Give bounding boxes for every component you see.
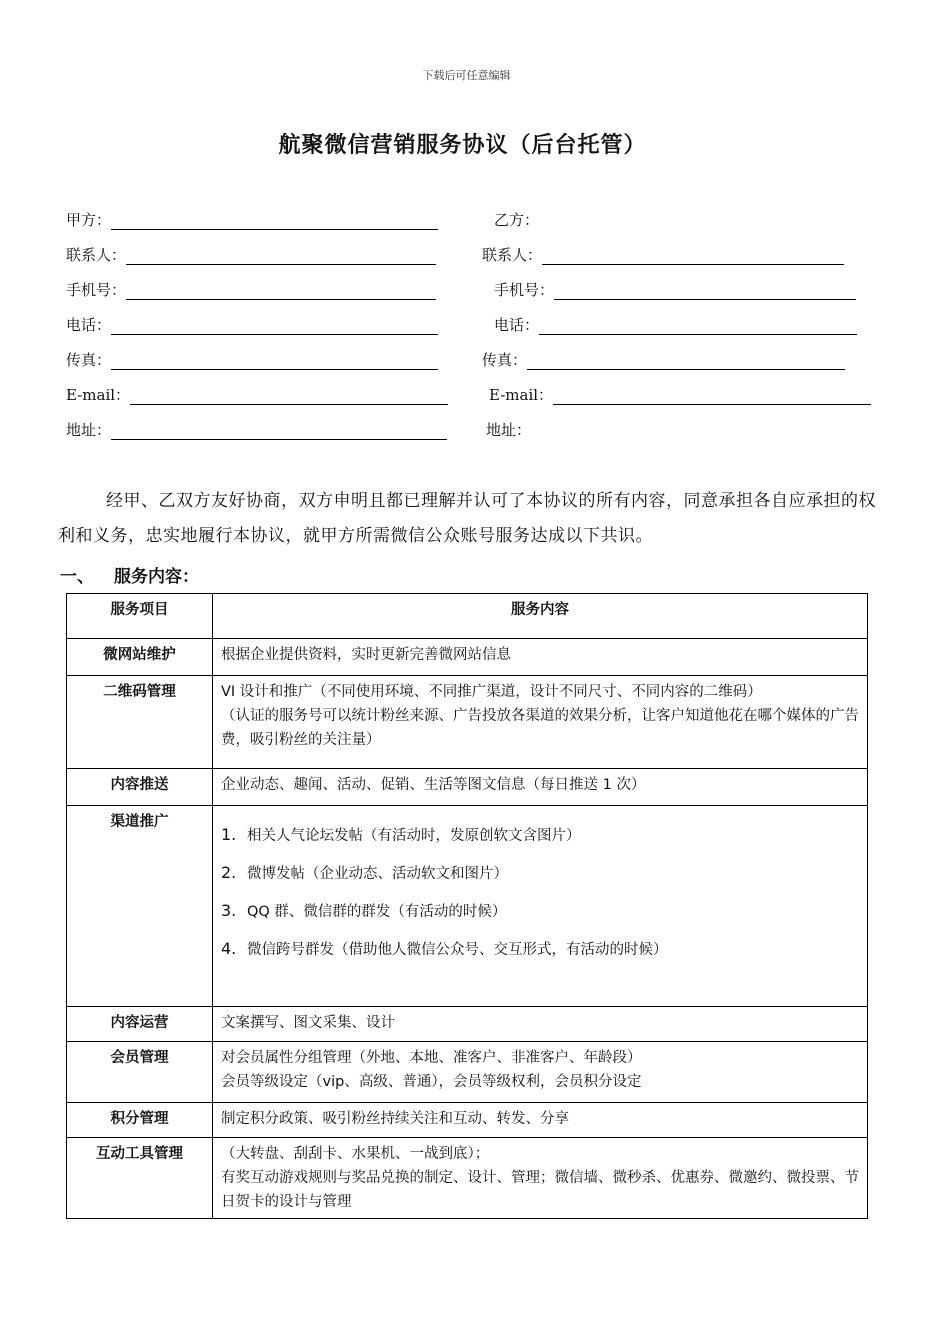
party-b-email-input-line[interactable]: [553, 386, 871, 405]
service-table: [66, 593, 868, 1219]
list-item: [221, 861, 859, 886]
party-a-mobile-field: [66, 280, 436, 300]
party-a-contact-input-line[interactable]: [126, 246, 436, 265]
party-a-input-line[interactable]: [111, 211, 438, 230]
party-b-phone-field: [494, 315, 857, 335]
table-row: [67, 639, 868, 676]
content-line: （认证的服务号可以统计粉丝来源、广告投放各渠道的效果分析，让客户知道他花在哪个媒体的广告费，吸引粉丝的关注量）: [221, 708, 859, 748]
service-item: 互动工具管理: [67, 1138, 213, 1219]
list-text: QQ 群、微信群的群发（有活动的时候）: [247, 904, 507, 920]
party-a-contact-field: [66, 245, 436, 265]
list-text: 相关人气论坛发帖（有活动时，发原创软文含图片）: [247, 828, 581, 844]
content-line: 对会员属性分组管理（外地、本地、准客户、非准客户、年龄段）: [221, 1050, 642, 1066]
table-row: [67, 676, 868, 769]
party-b-fax-input-line[interactable]: [527, 351, 845, 370]
content-line: 根据企业提供资料，实时更新完善微网站信息: [221, 647, 511, 663]
party-b-field: [494, 210, 539, 230]
table-row: [67, 1007, 868, 1042]
field-label: 甲方：: [66, 211, 112, 229]
service-item: 微网站维护: [67, 639, 213, 676]
table-row: [67, 769, 868, 806]
party-a-address-input-line[interactable]: [111, 421, 447, 440]
list-number: 4.: [221, 939, 237, 958]
service-content: [213, 639, 868, 676]
service-content: [213, 1138, 868, 1219]
section-heading: [60, 562, 199, 587]
party-a-phone-input-line[interactable]: [111, 316, 438, 335]
service-content: [213, 1042, 868, 1103]
section-title: 服务内容：: [114, 567, 199, 587]
content-line: 文案撰写、图文采集、设计: [221, 1015, 395, 1031]
table-row: [67, 1042, 868, 1103]
content-line: 企业动态、趣闻、活动、促销、生活等图文信息（每日推送 1 次）: [221, 777, 646, 793]
table-row: [67, 806, 868, 1007]
field-label: 手机号：: [66, 281, 127, 299]
field-label: 传真：: [66, 351, 112, 369]
service-item: 渠道推广: [67, 806, 213, 1007]
service-item: 内容推送: [67, 769, 213, 806]
list-text: 微博发帖（企业动态、活动软文和图片）: [247, 866, 508, 882]
column-header: 服务项目: [67, 594, 213, 639]
content-line: （大转盘、刮刮卡、水果机、一战到底）；: [221, 1146, 490, 1162]
content-line: VI 设计和推广（不同使用环境、不同推广渠道，设计不同尺寸、不同内容的二维码）: [221, 684, 762, 700]
header-note: 下载后可任意编辑: [422, 69, 511, 82]
field-label: 电话：: [494, 316, 540, 334]
party-b-mobile-input-line[interactable]: [554, 281, 856, 300]
party-a-field: [66, 210, 438, 230]
service-item: 会员管理: [67, 1042, 213, 1103]
list-number: 1.: [221, 825, 237, 844]
service-content: [213, 1103, 868, 1138]
field-label: 地址：: [486, 421, 532, 439]
party-a-address-field: [66, 420, 447, 440]
party-a-fax-field: [66, 350, 438, 370]
field-label: E-mail：: [66, 386, 131, 404]
intro-paragraph: 经甲、乙双方友好协商，双方申明且都已理解并认可了本协议的所有内容，同意承担各自应承担的权利和义务，忠实地履行本协议，就甲方所需微信公众账号服务达成以下共识。: [58, 491, 876, 546]
party-b-mobile-field: [494, 280, 856, 300]
table-row: [67, 1138, 868, 1219]
content-line: 有奖互动游戏规则与奖品兑换的制定、设计、管理；微信墙、微秒杀、优惠券、微邀约、微投票、节日贺卡的设计与管理: [221, 1170, 859, 1210]
service-content: [213, 806, 868, 1007]
field-label: 传真：: [482, 351, 528, 369]
service-content: [213, 769, 868, 806]
service-item: 积分管理: [67, 1103, 213, 1138]
field-label: 地址：: [66, 421, 112, 439]
field-label: 乙方：: [494, 211, 540, 229]
party-b-fax-field: [482, 350, 845, 370]
service-content: [213, 676, 868, 769]
party-a-phone-field: [66, 315, 438, 335]
content-line: 会员等级设定（vip、高级、普通），会员等级权利，会员积分设定: [221, 1074, 642, 1090]
party-b-phone-input-line[interactable]: [539, 316, 857, 335]
list-number: 3.: [221, 901, 237, 920]
service-content: [213, 1007, 868, 1042]
list-item: [221, 937, 859, 962]
field-label: 联系人：: [482, 246, 543, 264]
document-title: 航聚微信营销服务协议（后台托管）: [278, 132, 647, 158]
party-a-email-field: [66, 385, 448, 405]
party-b-contact-input-line[interactable]: [542, 246, 844, 265]
field-label: 电话：: [66, 316, 112, 334]
field-label: E-mail：: [489, 386, 554, 404]
content-line: 制定积分政策、吸引粉丝持续关注和互动、转发、分享: [221, 1111, 569, 1127]
table-row: [67, 1103, 868, 1138]
party-b-email-field: [489, 385, 871, 405]
section-number: 一、: [60, 567, 94, 587]
party-a-mobile-input-line[interactable]: [126, 281, 436, 300]
field-label: 联系人：: [66, 246, 127, 264]
service-item: 内容运营: [67, 1007, 213, 1042]
party-b-address-field: [486, 420, 531, 440]
list-text: 微信跨号群发（借助他人微信公众号、交互形式，有活动的时候）: [247, 942, 668, 958]
party-a-email-input-line[interactable]: [130, 386, 448, 405]
party-a-fax-input-line[interactable]: [111, 351, 438, 370]
service-item: 二维码管理: [67, 676, 213, 769]
field-label: 手机号：: [494, 281, 555, 299]
list-item: [221, 899, 859, 924]
column-header: 服务内容: [213, 594, 868, 639]
list-item: [221, 823, 859, 848]
party-b-contact-field: [482, 245, 844, 265]
list-number: 2.: [221, 863, 237, 882]
table-header-row: [67, 594, 868, 639]
